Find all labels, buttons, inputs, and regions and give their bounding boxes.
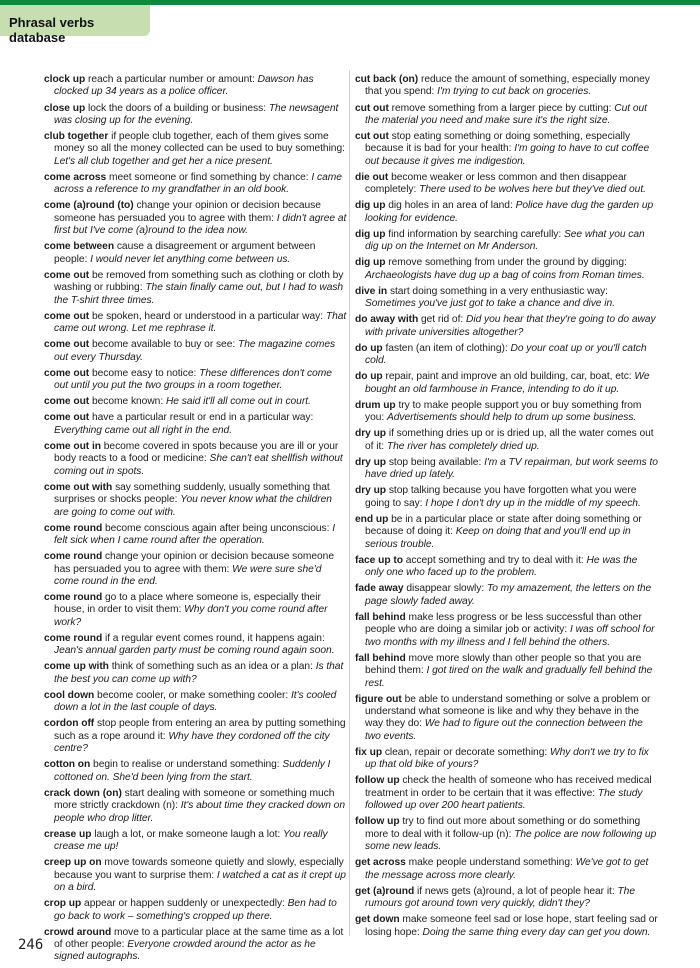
dictionary-entry xyxy=(355,314,658,339)
entry-example: That came out wrong. Let me rephrase it. xyxy=(54,310,347,335)
entry-headword: come round xyxy=(44,592,103,604)
dictionary-entry xyxy=(355,583,658,608)
entry-example: Ben had to go back to work – something's cropped up there. xyxy=(54,898,337,922)
dictionary-entry xyxy=(44,103,347,128)
entry-example: The stain finally came out, but I had to wash the T-shirt three times. xyxy=(54,282,344,306)
entry-example: See what you can dig up on the Internet on Mr Anderson. xyxy=(365,228,645,253)
entry-headword: dive in xyxy=(355,285,388,297)
entry-example: The newsagent was closing up for the evening. xyxy=(54,102,339,126)
dictionary-entry xyxy=(355,886,658,911)
entry-example: We were sure she'd come round in the end. xyxy=(54,563,322,587)
entry-headword: dig up xyxy=(355,228,386,240)
entry-example: The study followed up over 200 heart patients. xyxy=(365,787,643,812)
entry-headword: cotton on xyxy=(44,759,91,771)
entry-headword: fall behind xyxy=(355,652,406,664)
entry-headword: come out in xyxy=(44,440,101,452)
entry-definition: meet someone or find something by chance: xyxy=(108,171,309,183)
entry-definition: have a particular result or end in a particular way: xyxy=(91,412,314,424)
entry-headword: come across xyxy=(44,171,107,183)
entry-example: Cut out the material you need and make sure it's the right size. xyxy=(365,102,647,126)
entry-example: I felt sick when I came round after the operation. xyxy=(54,522,336,547)
entry-headword: dig up xyxy=(355,257,386,269)
dictionary-entry xyxy=(44,898,347,923)
entry-example: Everything came out all right in the end. xyxy=(54,424,232,436)
entry-headword: cordon off xyxy=(44,718,95,730)
entry-definition: be in a particular place or state after doing something or because of doing it: xyxy=(365,513,642,538)
entry-example: Sometimes you've just got to take a chance and dive in. xyxy=(365,298,615,310)
entry-definition: stop talking because you have forgotten what you were going to say: xyxy=(365,485,637,509)
entry-headword: end up xyxy=(355,513,389,525)
right-column xyxy=(355,74,658,943)
dictionary-entry xyxy=(44,412,347,437)
entry-headword: come out xyxy=(44,339,90,351)
entry-example: The rumours got around town very quickly, didn't they? xyxy=(365,885,635,910)
dictionary-entry xyxy=(44,592,347,629)
entry-definition: disappear slowly: xyxy=(406,583,485,595)
entry-example: I was off school for two months with my illness and I fell behind the others. xyxy=(365,624,655,648)
entry-headword: come round xyxy=(44,522,103,534)
header-tab xyxy=(0,5,150,45)
entry-headword: clock up xyxy=(44,74,86,85)
dictionary-entry xyxy=(44,927,347,964)
dictionary-entry xyxy=(44,718,347,755)
entry-headword: crop up xyxy=(44,898,82,910)
dictionary-entry xyxy=(44,829,347,854)
entry-definition: be spoken, heard or understood in a particular way: xyxy=(91,310,324,322)
entry-definition: repair, paint and improve an old building, car, boat, etc: xyxy=(385,371,632,383)
dictionary-entry xyxy=(355,612,658,649)
entry-headword: get down xyxy=(355,914,400,926)
entry-headword: club together xyxy=(44,131,109,142)
dictionary-entry xyxy=(44,270,347,307)
entry-example: Do your coat up or you'll catch cold. xyxy=(365,342,647,367)
dictionary-entry xyxy=(355,371,658,396)
entry-definition: say something suddenly, usually something that surprises or shocks people: xyxy=(54,481,330,506)
entry-example: The magazine comes out every Thursday. xyxy=(54,339,336,363)
dictionary-entry xyxy=(355,816,658,853)
entry-example: He was the only one who faced up to the problem. xyxy=(365,554,638,579)
entry-definition: remove something from a larger piece by cutting: xyxy=(391,102,612,114)
entry-headword: crack down (on) xyxy=(44,787,122,799)
entry-definition: become covered in spots because you are ill or your body reacts to a food or medicine: xyxy=(54,440,339,465)
entry-headword: fall behind xyxy=(355,611,406,623)
dictionary-entry xyxy=(355,914,658,939)
entry-example: Everyone crowded around the actor as he signed autographs. xyxy=(54,939,316,963)
entry-definition: get rid of: xyxy=(421,314,464,326)
entry-definition: move more slowly than other people so that you are behind them: xyxy=(365,652,642,677)
dictionary-entry xyxy=(355,286,658,311)
dictionary-entry xyxy=(44,339,347,364)
entry-definition: move to a particular place at the same time as a lot of other people: xyxy=(54,926,344,951)
entry-headword: dig up xyxy=(355,200,386,212)
dictionary-entry xyxy=(355,747,658,772)
dictionary-entry xyxy=(44,200,347,237)
entry-example: Advertisements should help to drum up some business. xyxy=(387,412,637,424)
entry-example: Archaeologists have dug up a bag of coins from Roman times. xyxy=(365,269,645,281)
entry-example: I got tired on the walk and gradually fell behind the rest. xyxy=(365,665,653,689)
entry-definition: lock the doors of a building or business: xyxy=(88,102,267,114)
dictionary-entry xyxy=(355,103,658,128)
entry-definition: become conscious again after being unconscious: xyxy=(104,522,330,534)
entry-example: Suddenly I cottoned on. She'd been lying from the start. xyxy=(54,759,331,783)
entry-headword: follow up xyxy=(355,816,400,828)
entry-definition: appear or happen suddenly or unexpectedly: xyxy=(84,898,285,910)
dictionary-entry xyxy=(355,694,658,744)
dictionary-entry xyxy=(355,485,658,510)
entry-example: Keep on doing that and you'll end up in serious trouble. xyxy=(365,526,631,550)
entry-example: It's about time they cracked down on people who drop litter. xyxy=(54,800,345,824)
entry-definition: stop people from entering an area by putting something such as a rope around it: xyxy=(54,718,346,742)
entry-definition: stop eating something or doing something, especially because it is bad for your health: xyxy=(365,131,631,155)
dictionary-entry xyxy=(355,428,658,453)
entry-headword: fade away xyxy=(355,583,404,595)
entry-definition: go to a place where someone is, especially their house, in order to visit them: xyxy=(54,592,321,616)
entry-definition: make people understand something: xyxy=(408,857,573,869)
dictionary-entry xyxy=(355,257,658,282)
dictionary-entry xyxy=(44,661,347,686)
entry-headword: crowd around xyxy=(44,926,112,938)
entry-headword: come round xyxy=(44,632,103,644)
entry-headword: come out xyxy=(44,412,90,424)
entry-headword: drum up xyxy=(355,399,396,411)
entry-definition: find information by searching carefully: xyxy=(388,228,562,240)
entry-example: It's cooled down a lot in the last couple of days. xyxy=(54,689,337,714)
entry-headword: face up to xyxy=(355,554,403,566)
entry-headword: come out with xyxy=(44,481,113,493)
entry-headword: do away with xyxy=(355,314,419,326)
entry-example: I didn't agree at first but I've come (a)round to the idea now. xyxy=(54,212,347,237)
entry-headword: come out xyxy=(44,396,90,408)
entry-example: The police are now following up some new leads. xyxy=(365,828,657,853)
entry-definition: check the health of someone who has received medical treatment in order to be certain that it was effective: xyxy=(365,775,652,799)
dictionary-entry xyxy=(44,311,347,336)
entry-example: There used to be wolves here but they've died out. xyxy=(419,184,646,196)
entry-definition: become easy to notice: xyxy=(91,367,197,379)
entry-definition: become weaker or less common and then disappear completely: xyxy=(365,171,627,196)
entry-definition: make someone feel sad or lose hope, start feeling sad or losing hope: xyxy=(365,914,658,938)
entry-headword: fix up xyxy=(355,746,383,758)
dictionary-entry xyxy=(355,131,658,168)
dictionary-entry xyxy=(44,759,347,784)
entry-definition: change your opinion or decision because someone has persuaded you to agree with them: xyxy=(54,551,334,575)
dictionary-entry xyxy=(355,172,658,197)
dictionary-entry xyxy=(355,400,658,425)
entry-headword: close up xyxy=(44,102,86,114)
entry-headword: cut out xyxy=(355,131,389,142)
entry-headword: get (a)round xyxy=(355,885,415,897)
page-number: 246 xyxy=(18,937,44,953)
entry-headword: come out xyxy=(44,310,90,322)
dictionary-entry xyxy=(44,788,347,825)
entry-headword: creep up on xyxy=(44,857,102,869)
entry-definition: begin to realise or understand something: xyxy=(93,759,280,771)
entry-definition: cause a disagreement or argument between people: xyxy=(54,241,316,265)
dictionary-entry xyxy=(44,857,347,894)
entry-example: Did you hear that they're going to do away with private universities altogether? xyxy=(365,314,656,338)
page-title: Phrasal verbs database xyxy=(9,15,95,45)
entry-example: We've got to get the message across more clearly. xyxy=(365,857,649,881)
dictionary-entry xyxy=(44,368,347,393)
entry-headword: dry up xyxy=(355,485,387,497)
entry-definition: start doing something in a very enthusiastic way: xyxy=(389,285,608,297)
entry-example: The river has completely dried up. xyxy=(386,440,540,452)
entry-example: We had to figure out the connection between the two events. xyxy=(365,718,643,742)
entry-headword: come (a)round (to) xyxy=(44,200,134,212)
entry-definition: reach a particular number or amount: xyxy=(88,74,255,85)
entry-headword: cut back (on) xyxy=(355,74,419,85)
entry-definition: if something dries up or is dried up, all the water comes out of it: xyxy=(365,428,654,452)
entry-definition: reduce the amount of something, especially money that you spend: xyxy=(365,74,650,98)
entry-example: She can't eat shellfish without coming out in spots. xyxy=(54,453,343,477)
dictionary-entry xyxy=(355,857,658,882)
entry-example: I would never let anything come between us. xyxy=(90,253,291,265)
entry-headword: dry up xyxy=(355,456,387,468)
entry-example: I'm trying to cut back on groceries. xyxy=(437,86,592,98)
entry-example: Police have dug the garden up looking for evidence. xyxy=(365,200,654,224)
entry-headword: come round xyxy=(44,551,103,563)
dictionary-entry xyxy=(44,396,347,408)
dictionary-entry xyxy=(44,131,347,168)
entry-headword: cut out xyxy=(355,102,389,114)
entry-example: Dawson has clocked up 34 years as a police officer. xyxy=(54,74,314,98)
dictionary-entry xyxy=(44,551,347,588)
entry-example: I came across a reference to my grandfather in an old book. xyxy=(54,171,342,196)
dictionary-entry xyxy=(44,74,347,99)
entry-example: You really crease me up! xyxy=(54,828,328,853)
entry-definition: remove something from under the ground by digging: xyxy=(388,257,627,269)
entry-definition: start dealing with someone or something much more strictly crackdown (n): xyxy=(54,787,335,812)
entry-definition: stop being available: xyxy=(388,456,482,468)
dictionary-entry xyxy=(44,441,347,478)
entry-headword: get across xyxy=(355,857,406,869)
entry-headword: come between xyxy=(44,241,115,253)
entry-example: I'm a TV repairman, but work seems to have dried up lately. xyxy=(365,456,658,481)
entry-definition: change your opinion or decision because someone has persuaded you to agree with them: xyxy=(54,200,321,224)
entry-definition: be able to understand something or solve a problem or understand what someone is like and why they behave in the way they do: xyxy=(365,693,651,730)
dictionary-entry xyxy=(355,775,658,812)
entry-headword: figure out xyxy=(355,693,402,705)
dictionary-entry xyxy=(355,200,658,225)
entry-definition: become cooler, or make something cooler: xyxy=(97,689,289,701)
entry-definition: move towards someone quietly and slowly, especially because you want to surprise them: xyxy=(54,857,344,881)
entry-headword: crease up xyxy=(44,828,92,840)
entry-example: He said it'll all come out in court. xyxy=(165,396,311,408)
entry-definition: clean, repair or decorate something: xyxy=(384,746,548,758)
dictionary-entry xyxy=(44,172,347,197)
entry-definition: laugh a lot, or make someone laugh a lot: xyxy=(94,828,281,840)
entry-definition: try to find out more about something or do something more to deal with it follow-up (n): xyxy=(365,816,641,840)
entry-headword: come up with xyxy=(44,661,109,673)
entry-example: Let's all club together and get her a nice present. xyxy=(54,155,273,167)
entry-example: Jean's annual garden party must be coming round again soon. xyxy=(54,645,335,657)
entry-definition: fasten (an item of clothing): xyxy=(385,342,508,354)
entry-headword: come out xyxy=(44,269,90,281)
entry-headword: come out xyxy=(44,367,90,379)
entry-definition: accept something and try to deal with it: xyxy=(405,554,584,566)
entry-headword: follow up xyxy=(355,775,400,787)
dictionary-entry xyxy=(355,229,658,254)
entry-definition: dig holes in an area of land: xyxy=(388,200,513,212)
dictionary-entry xyxy=(44,633,347,658)
dictionary-entry xyxy=(355,74,658,99)
dictionary-entry xyxy=(355,653,658,690)
entry-definition: try to make people support you or buy something from you: xyxy=(365,399,642,424)
entry-definition: if people club together, each of them gives some money so all the money collected can be used to buy something: xyxy=(54,131,345,155)
entry-example: I'm going to have to cut coffee out because it gives me indigestion. xyxy=(365,143,650,167)
dictionary-entry xyxy=(355,514,658,551)
entry-definition: become known: xyxy=(91,396,164,408)
entry-definition: be removed from something such as clothing or cloth by washing or rubbing: xyxy=(54,269,344,294)
column-divider xyxy=(349,70,350,936)
entry-example: Why don't we try to fix up that old bike of yours? xyxy=(365,746,649,771)
entry-example: Doing the same thing every day can get you down. xyxy=(422,926,651,938)
dictionary-entry xyxy=(355,343,658,368)
dictionary-entry xyxy=(44,241,347,266)
entry-headword: do up xyxy=(355,342,383,354)
entry-headword: do up xyxy=(355,371,383,383)
entry-example: These differences don't come out until you put the two groups in a room together. xyxy=(54,367,332,392)
dictionary-entry xyxy=(355,555,658,580)
entry-definition: make less progress or be less successful than other people who are doing a similar job or activity: xyxy=(365,611,642,636)
entry-headword: die out xyxy=(355,171,389,183)
entry-example: I hope I don't dry up in the middle of my speech. xyxy=(425,497,641,509)
entry-example: Why have they cordoned off the city centre? xyxy=(54,730,330,755)
entry-example: We bought an old farmhouse in France, intending to do it up. xyxy=(365,371,650,395)
entry-definition: if news gets (a)round, a lot of people hear it: xyxy=(417,885,615,897)
entry-definition: if a regular event comes round, it happens again: xyxy=(104,632,325,644)
entry-example: Is that the best you can come up with? xyxy=(54,661,344,685)
dictionary-entry xyxy=(44,690,347,715)
dictionary-entry xyxy=(44,482,347,519)
entry-example: You never know what the children are going to come out with. xyxy=(54,494,332,518)
entry-headword: dry up xyxy=(355,428,387,440)
entry-definition: think of something such as an idea or a plan: xyxy=(111,661,313,673)
entry-example: I watched a cat as it crept up on a bird. xyxy=(54,869,346,894)
left-column xyxy=(44,74,347,968)
entry-example: Why don't you come round after work? xyxy=(54,604,328,628)
entry-headword: cool down xyxy=(44,689,95,701)
dictionary-entry xyxy=(355,457,658,482)
entry-definition: become available to buy or see: xyxy=(91,339,236,351)
dictionary-entry xyxy=(44,523,347,548)
entry-example: To my amazement, the letters on the page slowly faded away. xyxy=(365,583,652,607)
